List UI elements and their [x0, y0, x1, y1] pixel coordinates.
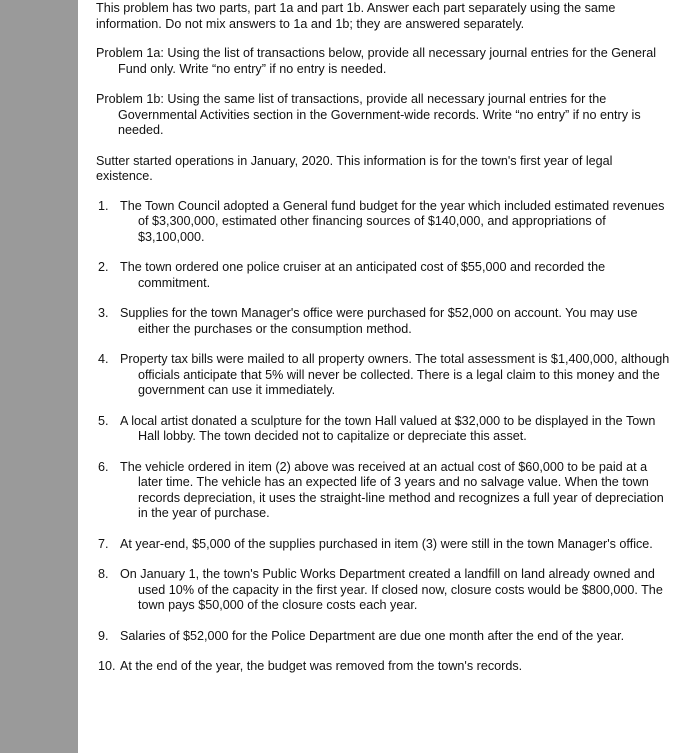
- transaction-item: [96, 352, 671, 399]
- transaction-number: 4.: [98, 352, 109, 366]
- transaction-number: 10.: [98, 659, 116, 673]
- transaction-text: At year-end, $5,000 of the supplies purchased in item (3) were still in the town Manager's office.: [120, 536, 653, 551]
- transaction-number: 9.: [98, 628, 109, 643]
- transaction-text: A local artist donated a sculpture for the town Hall valued at $32,000 to be displayed in the Town Hall lobby. The town decided not to capitalize or depreciate this asset.: [120, 413, 656, 443]
- problem-1b-paragraph: Problem 1b: Using the same list of transactions, provide all necessary journal entries for the Governmental Activities section in the Government-wide records. Write “no entry” if no entry is needed.: [96, 92, 641, 137]
- transaction-text: Supplies for the town Manager's office were purchased for $52,000 on account. You may use either the purchases or the consumption method.: [120, 306, 638, 336]
- document-page: [78, 0, 695, 753]
- transaction-item: [96, 199, 671, 246]
- transaction-number: 3.: [98, 306, 109, 320]
- problem-1a-paragraph: Problem 1a: Using the list of transactions below, provide all necessary journal entries for the General Fund only. Write “no entry” if no entry is needed.: [96, 46, 657, 76]
- transaction-item: [96, 414, 671, 445]
- transaction-number: 8.: [98, 567, 109, 581]
- transaction-item: [96, 659, 671, 675]
- transaction-list: [96, 199, 671, 675]
- context-paragraph: Sutter started operations in January, 2020. This information is for the town's first year of legal existence.: [96, 153, 613, 183]
- transaction-item: [96, 567, 671, 614]
- transaction-number: 7.: [98, 536, 109, 551]
- document-content: [96, 1, 671, 690]
- transaction-number: 1.: [98, 198, 109, 213]
- transaction-text: At the end of the year, the budget was removed from the town's records.: [120, 659, 523, 673]
- transaction-item: [96, 460, 671, 522]
- transaction-number: 6.: [98, 459, 109, 474]
- transaction-text: Property tax bills were mailed to all property owners. The total assessment is $1,400,000, although officials anticipate that 5% will never be collected. There is a legal claim to this money and the government can use it immediately.: [120, 352, 670, 397]
- transaction-text: Salaries of $52,000 for the Police Department are due one month after the end of the year.: [120, 628, 625, 643]
- transaction-number: 2.: [98, 260, 109, 274]
- transaction-item: [96, 537, 671, 553]
- transaction-text: The Town Council adopted a General fund budget for the year which included estimated revenues of $3,300,000, estimated other financing sources of $140,000, and appropriations of $3,100,000.: [120, 198, 665, 244]
- transaction-item: [96, 260, 671, 291]
- transaction-text: The town ordered one police cruiser at an anticipated cost of $55,000 and recorded the commitment.: [120, 260, 606, 290]
- transaction-item: [96, 629, 671, 645]
- transaction-item: [96, 306, 671, 337]
- transaction-text: The vehicle ordered in item (2) above was received at an actual cost of $60,000 to be paid at a later time. The vehicle has an expected life of 3 years and no salvage value. When the town records depreciation, it uses the straight-line method and recognizes a full year of depreciation in the year of purchase.: [120, 459, 664, 520]
- left-margin-bar: [0, 0, 78, 753]
- transaction-number: 5.: [98, 413, 109, 428]
- transaction-text: On January 1, the town's Public Works Department created a landfill on land already owned and used 10% of the capacity in the first year. If closed now, closure costs would be $800,000. The town pays $50,000 of the closure costs each year.: [120, 567, 663, 612]
- intro-paragraph: This problem has two parts, part 1a and part 1b. Answer each part separately using the same information. Do not mix answers to 1a and 1b; they are answered separately.: [96, 1, 616, 31]
